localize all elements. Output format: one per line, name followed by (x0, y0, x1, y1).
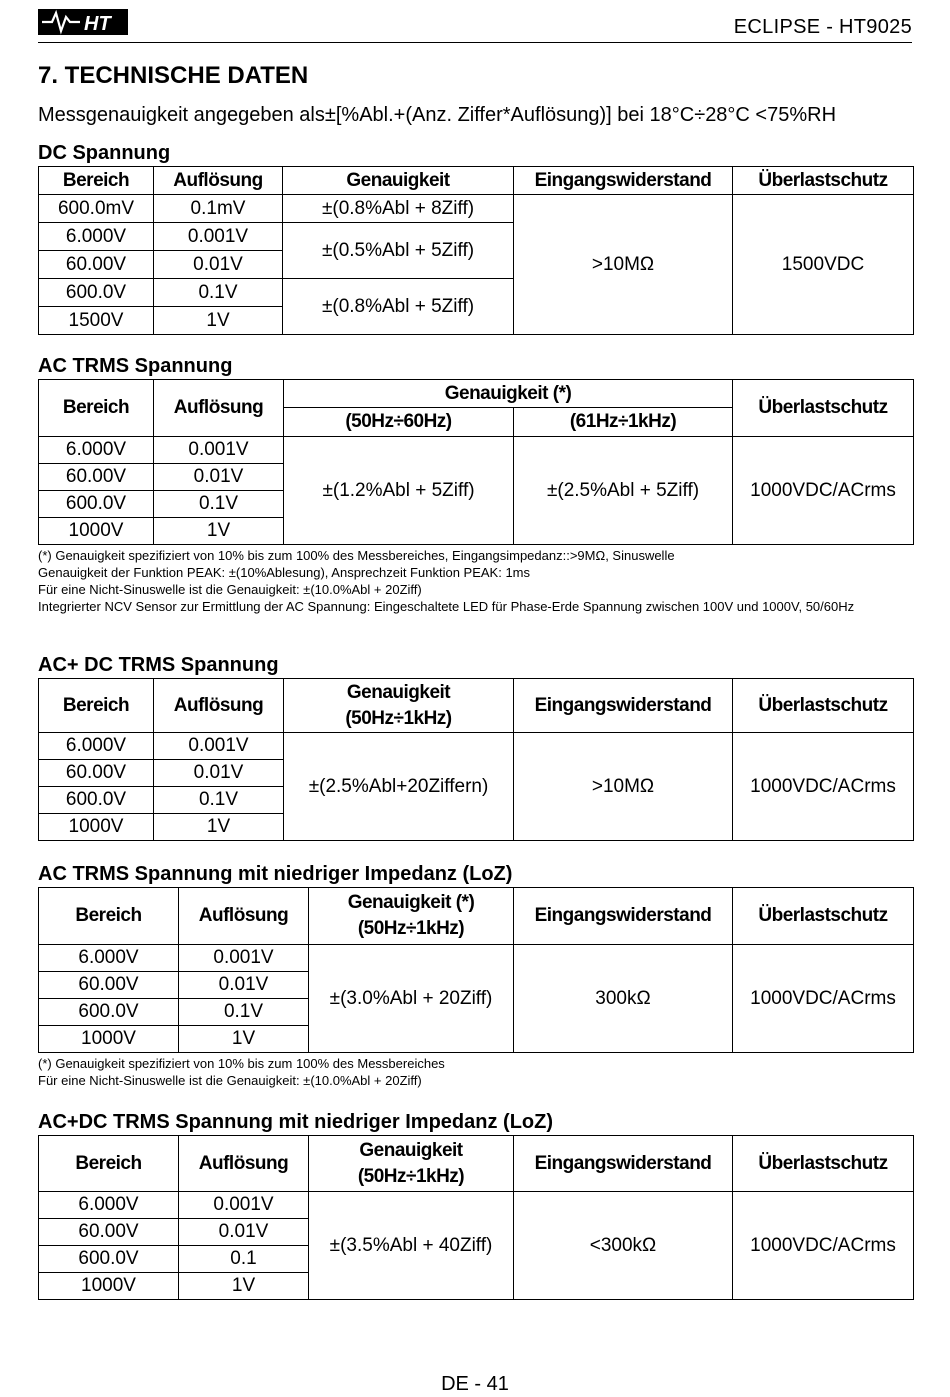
overload-protection-cell: 1000VDC/ACrms (733, 437, 914, 545)
input-impedance-cell: >10MΩ (514, 195, 733, 335)
section-title: 7. TECHNISCHE DATEN (38, 62, 309, 89)
resolution-cell: 0.1V (179, 999, 309, 1026)
footnote: (*) Genauigkeit spezifiziert von 10% bis zum 100% des Messbereiches, Eingangsimpedanz::>9MΩ, Sinuswelle (38, 548, 675, 563)
accuracy-50-60-cell: ±(1.2%Abl + 5Ziff) (284, 437, 514, 545)
acdc-voltage-section (38, 652, 913, 841)
table-row (39, 945, 914, 972)
range-cell: 1000V (39, 518, 154, 545)
range-cell: 60.00V (39, 251, 154, 279)
frequency-range-label: (50Hz÷1kHz) (357, 918, 465, 939)
range-cell: 60.00V (39, 972, 179, 999)
dc-voltage-table (38, 166, 914, 335)
accuracy-61-1k-cell: ±(2.5%Abl + 5Ziff) (514, 437, 733, 545)
table-row (39, 733, 914, 760)
col-header-freq-50-60: (50Hz÷60Hz) (284, 408, 514, 437)
accuracy-cell: ±(3.0%Abl + 20Ziff) (309, 945, 514, 1053)
overload-protection-cell: 1000VDC/ACrms (733, 733, 914, 841)
col-header-accuracy (284, 679, 514, 733)
resolution-cell: 1V (179, 1026, 309, 1053)
page-header (38, 6, 912, 43)
document-title: ECLIPSE - HT9025 (733, 16, 912, 38)
footnote: Für eine Nicht-Sinuswelle ist die Genauigkeit: ±(10.0%Abl + 20Ziff) (38, 1073, 422, 1088)
col-header-freq-61-1k: (61Hz÷1kHz) (514, 408, 733, 437)
accuracy-cell: ±(3.5%Abl + 40Ziff) (309, 1192, 514, 1300)
resolution-cell: 0.1V (154, 787, 284, 814)
range-cell: 6.000V (39, 945, 179, 972)
acdc-voltage-table (38, 678, 914, 841)
table-row (39, 437, 914, 464)
range-cell: 600.0V (39, 491, 154, 518)
overload-protection-cell: 1000VDC/ACrms (733, 1192, 914, 1300)
resolution-cell: 0.001V (179, 1192, 309, 1219)
dc-voltage-title: DC Spannung (38, 142, 171, 164)
col-header-accuracy (309, 1136, 514, 1192)
ac-voltage-notes (38, 547, 913, 615)
col-header-overload-protection: Überlastschutz (733, 380, 914, 437)
overload-protection-cell: 1500VDC (733, 195, 914, 335)
col-header-input-impedance: Eingangswiderstand (514, 888, 733, 945)
col-header-range: Bereich (39, 888, 179, 945)
resolution-cell: 1V (154, 307, 283, 335)
resolution-cell: 1V (179, 1273, 309, 1300)
col-header-resolution: Auflösung (154, 167, 283, 195)
col-header-input-impedance: Eingangswiderstand (514, 1136, 733, 1192)
accuracy-intro: Messgenauigkeit angegeben als±[%Abl.+(Anz. Ziffer*Auflösung)] bei 18°C÷28°C <75%RH (38, 104, 837, 126)
ac-voltage-section (38, 353, 913, 545)
col-header-overload-protection: Überlastschutz (733, 167, 914, 195)
col-header-resolution: Auflösung (179, 888, 309, 945)
table-row (39, 1192, 914, 1219)
range-cell: 6.000V (39, 223, 154, 251)
col-header-resolution: Auflösung (179, 1136, 309, 1192)
accuracy-label: Genauigkeit (359, 1139, 463, 1161)
accuracy-cell: ±(0.5%Abl + 5Ziff) (283, 223, 514, 279)
table-row (39, 195, 914, 223)
resolution-cell: 0.001V (154, 223, 283, 251)
col-header-range: Bereich (39, 167, 154, 195)
ht-logo-icon (38, 9, 128, 35)
resolution-cell: 0.1V (154, 491, 284, 518)
loz-acdc-voltage-table (38, 1135, 914, 1300)
range-cell: 1500V (39, 307, 154, 335)
accuracy-cell: ±(0.8%Abl + 5Ziff) (283, 279, 514, 335)
page-number: DE - 41 (441, 1373, 509, 1395)
loz-acdc-voltage-section (38, 1109, 913, 1300)
ac-voltage-table (38, 379, 914, 545)
loz-acdc-voltage-title: AC+DC TRMS Spannung mit niedriger Impedanz (LoZ) (38, 1111, 553, 1133)
range-cell: 600.0V (39, 1246, 179, 1273)
col-header-resolution: Auflösung (154, 380, 284, 437)
range-cell: 1000V (39, 814, 154, 841)
footnote: Für eine Nicht-Sinuswelle ist die Genauigkeit: ±(10.0%Abl + 20Ziff) (38, 582, 422, 597)
loz-ac-voltage-title: AC TRMS Spannung mit niedriger Impedanz (LoZ) (38, 863, 513, 885)
footnote: Integrierter NCV Sensor zur Ermittlung der AC Spannung: Eingeschaltete LED für Phase-Erde Spannung zwischen 100V und 1000V, 50/60Hz (38, 599, 855, 614)
loz-ac-voltage-section (38, 861, 913, 1053)
input-impedance-cell: 300kΩ (514, 945, 733, 1053)
loz-ac-voltage-notes (38, 1055, 913, 1089)
range-cell: 600.0V (39, 999, 179, 1026)
resolution-cell: 0.01V (154, 760, 284, 787)
overload-protection-cell: 1000VDC/ACrms (733, 945, 914, 1053)
resolution-cell: 1V (154, 518, 284, 545)
col-header-accuracy (309, 888, 514, 945)
resolution-cell: 1V (154, 814, 284, 841)
resolution-cell: 0.1V (154, 279, 283, 307)
range-cell: 60.00V (39, 760, 154, 787)
input-impedance-cell: <300kΩ (514, 1192, 733, 1300)
acdc-voltage-title: AC+ DC TRMS Spannung (38, 654, 279, 676)
range-cell: 6.000V (39, 1192, 179, 1219)
footnote: (*) Genauigkeit spezifiziert von 10% bis zum 100% des Messbereiches (38, 1056, 445, 1071)
accuracy-label: Genauigkeit (346, 681, 451, 703)
col-header-range: Bereich (39, 380, 154, 437)
accuracy-label: Genauigkeit (*) (347, 892, 475, 913)
loz-ac-voltage-table (38, 887, 914, 1053)
range-cell: 600.0V (39, 279, 154, 307)
accuracy-cell: ±(2.5%Abl+20Ziffern) (284, 733, 514, 841)
resolution-cell: 0.01V (179, 972, 309, 999)
range-cell: 60.00V (39, 464, 154, 491)
range-cell: 1000V (39, 1273, 179, 1300)
logo-text: HT (84, 13, 111, 35)
range-cell: 6.000V (39, 437, 154, 464)
range-cell: 600.0mV (39, 195, 154, 223)
footnote: Genauigkeit der Funktion PEAK: ±(10%Ablesung), Ansprechzeit Funktion PEAK: 1ms (38, 565, 531, 580)
dc-voltage-section (38, 140, 913, 335)
resolution-cell: 0.1 (179, 1246, 309, 1273)
col-header-resolution: Auflösung (154, 679, 284, 733)
col-header-accuracy: Genauigkeit (283, 167, 514, 195)
col-header-range: Bereich (39, 1136, 179, 1192)
input-impedance-cell: >10MΩ (514, 733, 733, 841)
col-header-input-impedance: Eingangswiderstand (514, 167, 733, 195)
range-cell: 1000V (39, 1026, 179, 1053)
col-header-overload-protection: Überlastschutz (733, 679, 914, 733)
frequency-range-label: (50Hz÷1kHz) (345, 707, 452, 729)
col-header-accuracy: Genauigkeit (*) (284, 380, 733, 408)
resolution-cell: 0.1mV (154, 195, 283, 223)
col-header-input-impedance: Eingangswiderstand (514, 679, 733, 733)
resolution-cell: 0.01V (154, 464, 284, 491)
ac-voltage-title: AC TRMS Spannung (38, 355, 233, 377)
col-header-overload-protection: Überlastschutz (733, 888, 914, 945)
frequency-range-label: (50Hz÷1kHz) (357, 1165, 465, 1187)
resolution-cell: 0.001V (154, 437, 284, 464)
range-cell: 60.00V (39, 1219, 179, 1246)
resolution-cell: 0.001V (179, 945, 309, 972)
accuracy-cell: ±(0.8%Abl + 8Ziff) (283, 195, 514, 223)
range-cell: 6.000V (39, 733, 154, 760)
col-header-range: Bereich (39, 679, 154, 733)
resolution-cell: 0.01V (154, 251, 283, 279)
col-header-overload-protection: Überlastschutz (733, 1136, 914, 1192)
range-cell: 600.0V (39, 787, 154, 814)
resolution-cell: 0.01V (179, 1219, 309, 1246)
resolution-cell: 0.001V (154, 733, 284, 760)
